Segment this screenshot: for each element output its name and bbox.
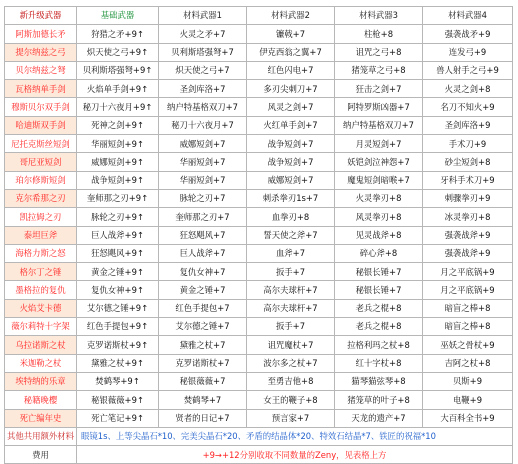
- material-cell[interactable]: 见灵战斧+8: [335, 226, 423, 244]
- material-cell[interactable]: 火灵之剑+8: [423, 80, 513, 98]
- material-cell[interactable]: 刺杀拳刃1s+7: [247, 189, 335, 207]
- material-cell[interactable]: 威娜短剑+7: [247, 171, 335, 189]
- base-weapon-cell[interactable]: 焚鹤琴+9↑: [77, 372, 159, 390]
- base-weapon-cell[interactable]: 秘刀十六夜月+9↑: [77, 98, 159, 116]
- material-cell[interactable]: 誓天使之斧+7: [247, 226, 335, 244]
- material-cell[interactable]: 诅咒魔杖+7: [247, 336, 335, 354]
- material-cell[interactable]: 妖铠剑泣神怨+7: [335, 153, 423, 171]
- table-row: [5, 25, 513, 43]
- material-cell[interactable]: 华丽短剑+7: [159, 171, 247, 189]
- base-weapon-cell[interactable]: 红色手提包+9↑: [77, 318, 159, 336]
- material-cell[interactable]: 猫琴猫弦琴+8: [335, 372, 423, 390]
- material-cell[interactable]: 纳户特基格双刀+7: [335, 116, 423, 134]
- material-cell[interactable]: 红色手提包+7: [159, 299, 247, 317]
- material-cell[interactable]: 火灵拳刃+8: [335, 189, 423, 207]
- new-weapon-cell[interactable]: 秘籍晚樱: [5, 391, 77, 409]
- new-weapon-cell[interactable]: 墨格拉的复仇: [5, 281, 77, 299]
- material-cell[interactable]: 纳户特基格双刀+7: [159, 98, 247, 116]
- material-cell[interactable]: 高尔夫球杆+7: [247, 281, 335, 299]
- material-cell[interactable]: 预言家+7: [247, 409, 335, 427]
- base-weapon-cell[interactable]: 秘银薇薇+9↑: [77, 391, 159, 409]
- material-cell[interactable]: 手术刀+9: [423, 135, 513, 153]
- material-cell[interactable]: 红色闪电+7: [247, 61, 335, 79]
- base-weapon-cell[interactable]: 脉轮之刃+9↑: [77, 208, 159, 226]
- base-weapon-cell[interactable]: 贝利斯塔强弩+9↑: [77, 61, 159, 79]
- table-row: [5, 318, 513, 336]
- material-cell[interactable]: 风灵拳刃+8: [335, 208, 423, 226]
- new-weapon-cell[interactable]: 米迦勒之杖: [5, 354, 77, 372]
- material-cell[interactable]: 贝利斯塔强弩+7: [159, 43, 247, 61]
- material-cell[interactable]: 红十字杖+8: [335, 354, 423, 372]
- material-cell[interactable]: 黄金之锤+7: [159, 281, 247, 299]
- material-cell[interactable]: 电鞭+9: [423, 391, 513, 409]
- new-weapon-cell[interactable]: 哥尼亚短剑: [5, 153, 77, 171]
- material-cell[interactable]: 秘银长锤+7: [335, 281, 423, 299]
- material-cell[interactable]: 暗盲之棒+8: [423, 299, 513, 317]
- weapon-upgrade-table: [4, 6, 513, 464]
- extra-materials-label[interactable]: 其他共用额外材料: [5, 427, 77, 445]
- table-row: [5, 61, 513, 79]
- material-cell[interactable]: 魔鬼短剑暗喉+7: [335, 171, 423, 189]
- base-weapon-cell[interactable]: 火焰单手剑+9↑: [77, 80, 159, 98]
- material-cell[interactable]: 猪笼草的叶子+8: [335, 391, 423, 409]
- new-weapon-cell[interactable]: 火焰艾卡德: [5, 299, 77, 317]
- material-cell[interactable]: 扳手+7: [247, 263, 335, 281]
- material-cell[interactable]: 强袭战斧+9: [423, 244, 513, 262]
- new-weapon-cell[interactable]: 提尔纳兹之弓: [5, 43, 77, 61]
- material-cell[interactable]: 冰灵拳刃+8: [423, 208, 513, 226]
- table-row: [5, 116, 513, 134]
- new-weapon-cell[interactable]: 尼托克斯丝短剑: [5, 135, 77, 153]
- material-cell[interactable]: 战争短剑+7: [247, 135, 335, 153]
- material-cell[interactable]: 风灵之剑+7: [247, 98, 335, 116]
- material-cell[interactable]: 牙科手术刀+9: [423, 171, 513, 189]
- new-weapon-cell[interactable]: 海格力斯之怒: [5, 244, 77, 262]
- material-cell[interactable]: 拉格利玛之杖+8: [335, 336, 423, 354]
- table-row: [5, 135, 513, 153]
- base-weapon-cell[interactable]: 黄金之锤+9↑: [77, 263, 159, 281]
- material-cell[interactable]: 华丽短剑+7: [159, 153, 247, 171]
- header-row: [5, 7, 513, 25]
- base-weapon-cell[interactable]: 奎师那之刃+9↑: [77, 189, 159, 207]
- material-cell[interactable]: 狂击之剑+7: [335, 80, 423, 98]
- table-row: [5, 226, 513, 244]
- new-weapon-cell[interactable]: 克尔希那之刃: [5, 189, 77, 207]
- material-cell[interactable]: 老兵之棍+8: [335, 318, 423, 336]
- material-cell[interactable]: 战争短剑+7: [247, 153, 335, 171]
- base-weapon-cell[interactable]: 艾尔德之锤+9↑: [77, 299, 159, 317]
- new-weapon-cell[interactable]: 珀尔修斯短剑: [5, 171, 77, 189]
- material-cell[interactable]: 火红单手剑+7: [247, 116, 335, 134]
- material-cell[interactable]: 复仇女神+7: [159, 263, 247, 281]
- header-cell-material-4[interactable]: 材料武器4: [423, 7, 513, 25]
- table-row: [5, 171, 513, 189]
- material-cell[interactable]: 血拳刃+8: [247, 208, 335, 226]
- base-weapon-cell[interactable]: 华丽短剑+9↑: [77, 135, 159, 153]
- material-cell[interactable]: 老兵之棍+8: [335, 299, 423, 317]
- base-weapon-cell[interactable]: 复仇女神+9↑: [77, 281, 159, 299]
- table-row: [5, 244, 513, 262]
- fee-row: [5, 446, 513, 464]
- material-cell[interactable]: 圣剑库洛+7: [159, 80, 247, 98]
- material-cell[interactable]: 碎心斧+8: [335, 244, 423, 262]
- new-weapon-cell[interactable]: 贝尔纳兹之弩: [5, 61, 77, 79]
- material-cell[interactable]: 天龙的遗产+7: [335, 409, 423, 427]
- new-weapon-cell[interactable]: 死亡编年史: [5, 409, 77, 427]
- table-row: [5, 281, 513, 299]
- material-cell[interactable]: 波尔多之杖+7: [247, 354, 335, 372]
- material-cell[interactable]: 暗盲之棒+8: [423, 318, 513, 336]
- material-cell[interactable]: 威娜短剑+7: [159, 135, 247, 153]
- base-weapon-cell[interactable]: 克罗诺斯杖+9↑: [77, 336, 159, 354]
- material-cell[interactable]: 女王的鞭子+8: [247, 391, 335, 409]
- material-cell[interactable]: 多刃尖刺刀+7: [247, 80, 335, 98]
- new-weapon-cell[interactable]: 凯拉姆之刃: [5, 208, 77, 226]
- base-weapon-cell[interactable]: 巨人战斧+9↑: [77, 226, 159, 244]
- new-weapon-cell[interactable]: 穆斯贝尔双手剑: [5, 98, 77, 116]
- material-cell[interactable]: 月之平底锅+9: [423, 281, 513, 299]
- material-cell[interactable]: 砂尘短剑+8: [423, 153, 513, 171]
- new-weapon-cell[interactable]: 阿斯加德长矛: [5, 25, 77, 43]
- base-weapon-cell[interactable]: 死神之剑+9↑: [77, 116, 159, 134]
- table-row: [5, 263, 513, 281]
- material-cell[interactable]: 柱枪+8: [335, 25, 423, 43]
- material-cell[interactable]: 奎师那之刃+7: [159, 208, 247, 226]
- table-row: [5, 189, 513, 207]
- material-cell[interactable]: 贝斯+9: [423, 372, 513, 390]
- new-weapon-cell[interactable]: 薇尔莉特十字架: [5, 318, 77, 336]
- material-cell[interactable]: 焚鹤琴+7: [159, 391, 247, 409]
- material-cell[interactable]: 艾尔德之锤+7: [159, 318, 247, 336]
- material-cell[interactable]: 阿特罗斯凶器+7: [335, 98, 423, 116]
- fee-value[interactable]: +9→+12分别收取不同数量的Zeny，见表格上方: [77, 446, 513, 464]
- material-cell[interactable]: 猪笼草之弓+8: [335, 61, 423, 79]
- header-cell-new-weapon[interactable]: 新升级武器: [5, 7, 77, 25]
- material-cell[interactable]: 巨人战斧+7: [159, 244, 247, 262]
- material-cell[interactable]: 刺骤拳刃+9: [423, 189, 513, 207]
- header-cell-material-3[interactable]: 材料武器3: [335, 7, 423, 25]
- material-cell[interactable]: 至勇吉他+8: [247, 372, 335, 390]
- base-weapon-cell[interactable]: 狩猎之矛+9↑: [77, 25, 159, 43]
- base-weapon-cell[interactable]: 死亡笔记+9↑: [77, 409, 159, 427]
- material-cell[interactable]: 吉阿之杖+8: [423, 354, 513, 372]
- material-cell[interactable]: 大百科全书+9: [423, 409, 513, 427]
- material-cell[interactable]: 巫妖之骨杖+9: [423, 336, 513, 354]
- new-weapon-cell[interactable]: 格尔丁之锤: [5, 263, 77, 281]
- material-cell[interactable]: 脉轮之刃+7: [159, 189, 247, 207]
- material-cell[interactable]: 镰戟+7: [247, 25, 335, 43]
- new-weapon-cell[interactable]: 泰坦巨斧: [5, 226, 77, 244]
- material-cell[interactable]: 名刀不知火+9: [423, 98, 513, 116]
- base-weapon-cell[interactable]: 黛雅之杖+9↑: [77, 354, 159, 372]
- material-cell[interactable]: 秘刀十六夜月+7: [159, 116, 247, 134]
- table-row: [5, 372, 513, 390]
- table-row: [5, 153, 513, 171]
- material-cell[interactable]: 炽天使之弓+7: [159, 61, 247, 79]
- base-weapon-cell[interactable]: 威娜短剑+9↑: [77, 153, 159, 171]
- material-cell[interactable]: 兽人射手之弓+9: [423, 61, 513, 79]
- material-cell[interactable]: 圣剑库洛+9: [423, 116, 513, 134]
- table-row: [5, 299, 513, 317]
- extra-materials-row: [5, 427, 513, 445]
- header-cell-base-weapon[interactable]: 基础武器: [77, 7, 159, 25]
- new-weapon-cell[interactable]: 瓦格纳单手剑: [5, 80, 77, 98]
- new-weapon-cell[interactable]: 埃特纳的乐章: [5, 372, 77, 390]
- header-cell-material-2[interactable]: 材料武器2: [247, 7, 335, 25]
- base-weapon-cell[interactable]: 炽天使之弓+9↑: [77, 43, 159, 61]
- material-cell[interactable]: 黛雅之杖+7: [159, 336, 247, 354]
- material-cell[interactable]: 扳手+7: [247, 318, 335, 336]
- fee-label[interactable]: 费用: [5, 446, 77, 464]
- material-cell[interactable]: 高尔夫球杆+7: [247, 299, 335, 317]
- table-row: [5, 354, 513, 372]
- header-cell-material-1[interactable]: 材料武器1: [159, 7, 247, 25]
- table-row: [5, 391, 513, 409]
- material-cell[interactable]: 诅咒之弓+8: [335, 43, 423, 61]
- table-row: [5, 80, 513, 98]
- material-cell[interactable]: 血斧+7: [247, 244, 335, 262]
- table-row: [5, 208, 513, 226]
- material-cell[interactable]: 秘银薇薇+7: [159, 372, 247, 390]
- material-cell[interactable]: 秘银长锤+7: [335, 263, 423, 281]
- material-cell[interactable]: 狂怒飓风+7: [159, 226, 247, 244]
- table-row: [5, 43, 513, 61]
- table-row: [5, 336, 513, 354]
- material-cell[interactable]: 月灵短剑+7: [335, 135, 423, 153]
- material-cell[interactable]: 连发弓+9: [423, 43, 513, 61]
- extra-materials-value[interactable]: 眼镜1s、上等尖晶石*10、完美尖晶石*20、矛盾的结晶体*20、特效石结晶*7、铁匠的祝福*10: [77, 427, 513, 445]
- table-row: [5, 98, 513, 116]
- table-row: [5, 409, 513, 427]
- new-weapon-cell[interactable]: 乌拉诺斯之杖: [5, 336, 77, 354]
- new-weapon-cell[interactable]: 哈迪斯双手剑: [5, 116, 77, 134]
- material-cell[interactable]: 强袭战矛+9: [423, 25, 513, 43]
- material-cell[interactable]: 强袭战斧+9: [423, 226, 513, 244]
- material-cell[interactable]: 火灵之矛+7: [159, 25, 247, 43]
- material-cell[interactable]: 月之平底锅+9: [423, 263, 513, 281]
- material-cell[interactable]: 贤者的日记+7: [159, 409, 247, 427]
- material-cell[interactable]: 伊克西翁之翼+7: [247, 43, 335, 61]
- base-weapon-cell[interactable]: 狂怒飓风+9↑: [77, 244, 159, 262]
- base-weapon-cell[interactable]: 战争短剑+9↑: [77, 171, 159, 189]
- material-cell[interactable]: 克罗诺斯杖+7: [159, 354, 247, 372]
